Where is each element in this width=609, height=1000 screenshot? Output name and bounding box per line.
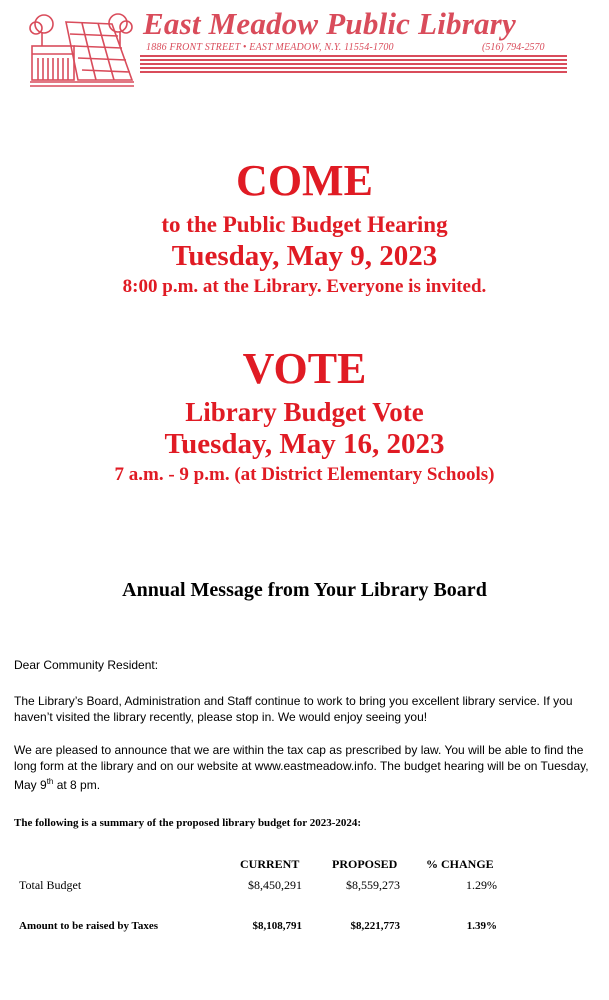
letterhead-rule	[140, 67, 567, 69]
table-row-label: Total Budget	[19, 878, 82, 892]
paragraph-text: We are pleased to announce that we are within the tax cap as prescribed by law. You will be able to find the long form at the library and on our website at www.eastmeadow.info. The budget hearing will be on Tuesday, May 9	[14, 743, 589, 792]
vote-heading: VOTE	[242, 344, 367, 393]
vote-subtitle: Library Budget Vote	[185, 397, 424, 427]
letterhead-rule	[140, 71, 567, 73]
table-cell-proposed: $8,559,273	[346, 878, 400, 892]
summary-intro: The following is a summary of the proposed library budget for 2023-2024:	[14, 817, 362, 829]
library-phone: (516) 794-2570	[482, 42, 545, 53]
table-cell-current: $8,450,291	[248, 878, 302, 892]
table-cell-change: 1.39%	[466, 920, 497, 932]
come-heading: COME	[236, 156, 373, 205]
library-address: 1886 FRONT STREET • EAST MEADOW, N.Y. 11554-1700	[146, 42, 394, 53]
vote-time: 7 a.m. - 9 p.m. (at District Elementary Schools)	[114, 464, 495, 485]
table-cell-current: $8,108,791	[252, 920, 302, 932]
column-header-change: % CHANGE	[426, 857, 494, 871]
table-cell-change: 1.29%	[466, 878, 497, 892]
letterhead-rule	[140, 59, 567, 61]
table-cell-proposed: $8,221,773	[350, 920, 400, 932]
letterhead-rule	[140, 63, 567, 65]
paragraph-text-end: at 8 pm.	[53, 778, 101, 792]
message-title: Annual Message from Your Library Board	[122, 579, 487, 601]
ordinal-suffix: th	[46, 777, 54, 786]
column-header-proposed: PROPOSED	[332, 857, 398, 871]
salutation: Dear Community Resident:	[14, 658, 159, 672]
hearing-subtitle: to the Public Budget Hearing	[161, 212, 448, 237]
message-paragraph-tax	[14, 742, 599, 793]
column-header-current: CURRENT	[240, 857, 300, 871]
message-paragraph: The Library’s Board, Administration and Staff continue to work to bring you excellent library service. If you haven’t visited the library recently, please stop in. We would enjoy seeing you!	[14, 694, 573, 724]
hearing-date: Tuesday, May 9, 2023	[171, 240, 438, 272]
library-building-logo	[26, 10, 138, 90]
table-row-label: Amount to be raised by Taxes	[19, 920, 159, 932]
letterhead-rule	[140, 55, 567, 57]
vote-date: Tuesday, May 16, 2023	[164, 428, 445, 460]
library-name: East Meadow Public Library	[143, 6, 516, 41]
hearing-time: 8:00 p.m. at the Library. Everyone is invited.	[122, 276, 487, 297]
